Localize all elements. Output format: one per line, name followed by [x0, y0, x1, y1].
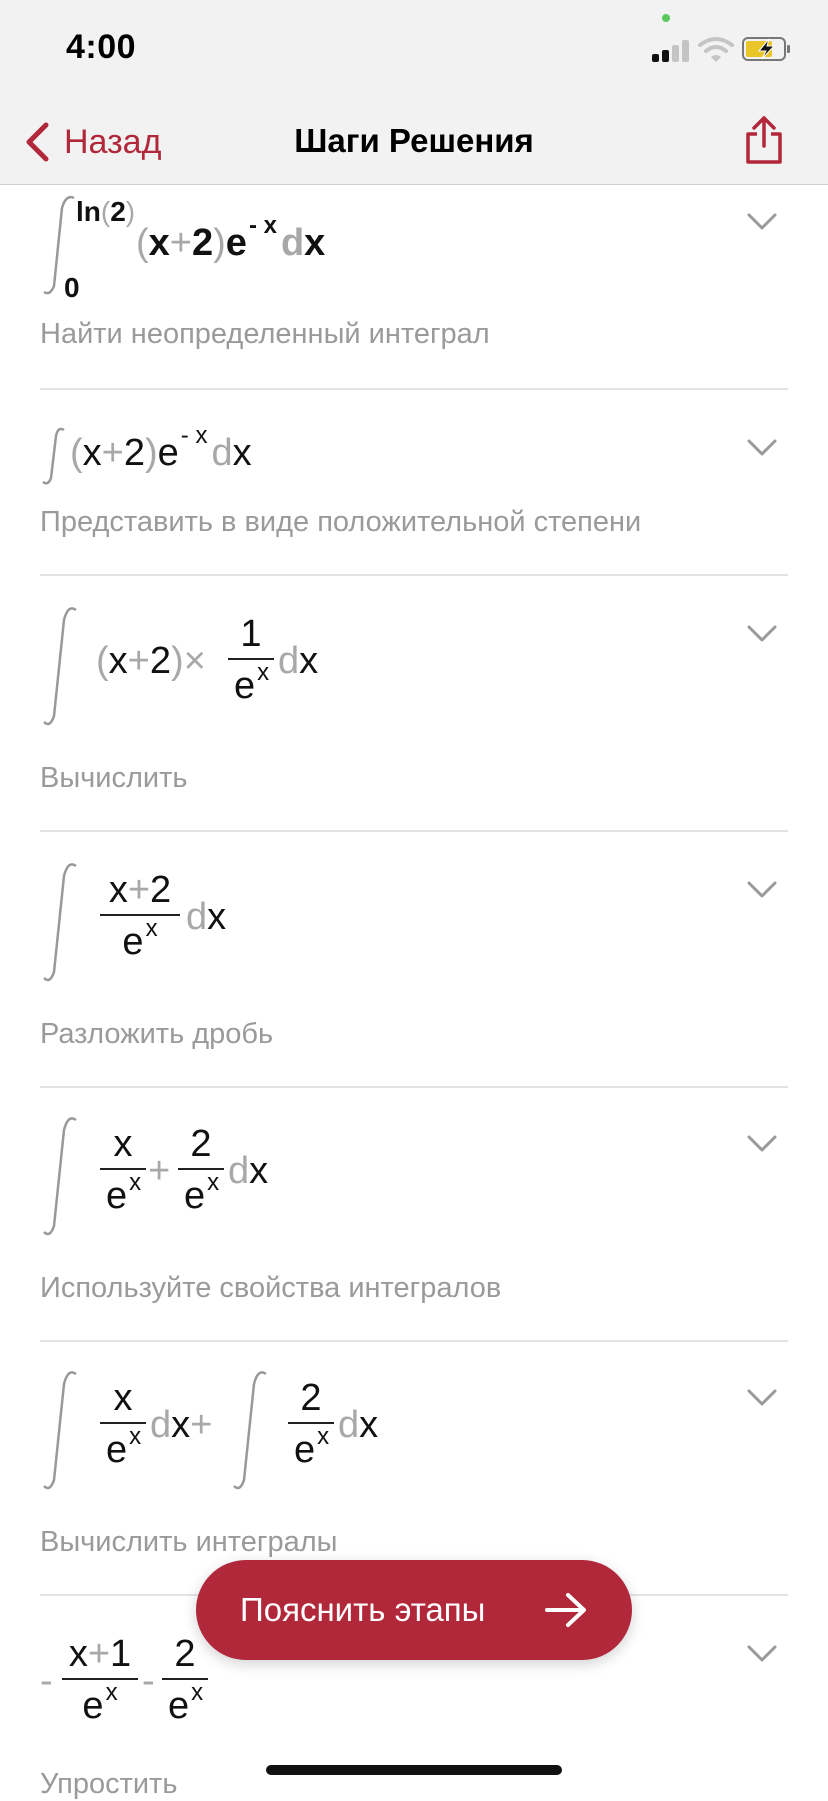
- explain-steps-label: Пояснить этапы: [240, 1591, 486, 1628]
- status-time: 4:00: [66, 28, 137, 66]
- step-7-caption: Упростить: [40, 1768, 178, 1800]
- step-4-caption: Разложить дробь: [40, 1018, 274, 1050]
- step-2-caption: Представить в виде положительной степени: [40, 506, 642, 538]
- solution-step-5[interactable]: [40, 1086, 788, 1342]
- step-2-formula: [40, 422, 440, 492]
- integrand: $(x+2)e^{- x}$ dx: [70, 422, 252, 474]
- integral-sign-icon: [40, 604, 80, 732]
- solution-step-4[interactable]: [40, 832, 788, 1088]
- step-1-formula: [40, 188, 400, 306]
- fraction: $\frac{2}{e^x}$: [288, 1374, 334, 1479]
- step-5-formula: $\frac{x}{e^x}$ + $\frac{2}{e^x}$ dx: [40, 1114, 440, 1244]
- integral-sign-icon: [40, 1368, 80, 1496]
- share-icon[interactable]: [742, 114, 786, 166]
- fraction: $\frac{2}{e^x}$: [162, 1630, 208, 1735]
- chevron-down-icon[interactable]: [746, 212, 778, 232]
- integral-sign-icon: [40, 426, 68, 488]
- arrow-right-icon: [544, 1592, 588, 1628]
- fraction: $\frac{2}{e^x}$: [178, 1120, 224, 1225]
- privacy-indicator-dot: [662, 14, 670, 22]
- battery-charging-icon: [742, 37, 792, 61]
- step-6-caption: Вычислить интегралы: [40, 1526, 338, 1558]
- chevron-down-icon[interactable]: [746, 624, 778, 644]
- explain-steps-button[interactable]: [196, 1560, 632, 1660]
- lower-limit: 0: [64, 272, 80, 303]
- step-6-formula: $\frac{x}{e^x}$ dx+ $\frac{2}{e^x}$ dx: [40, 1368, 460, 1498]
- cellular-signal-icon: [652, 38, 690, 62]
- integrand: $(x+2)e^{- x}$ dx: [136, 212, 326, 264]
- wifi-icon: [698, 36, 734, 64]
- step-5-caption: Используйте свойства интегралов: [40, 1272, 502, 1304]
- step-3-formula: (x+2)× $\frac{1}{e^x}$ dx: [40, 604, 440, 734]
- home-indicator[interactable]: [266, 1765, 562, 1775]
- integral-sign-icon: [230, 1368, 270, 1496]
- integral-sign-icon: [40, 1114, 80, 1242]
- navigation-bar: [0, 100, 828, 185]
- upper-limit: ln(2): [76, 196, 136, 227]
- solution-step-3[interactable]: [40, 576, 788, 832]
- fraction: $\frac{x+2}{e^x}$: [100, 866, 180, 971]
- fraction: $\frac{x+1}{e^x}$: [62, 1630, 138, 1735]
- solution-step-1[interactable]: [40, 186, 788, 390]
- chevron-down-icon[interactable]: [746, 438, 778, 458]
- solution-step-2[interactable]: [40, 390, 788, 576]
- step-1-caption: Найти неопределенный интеграл: [40, 318, 490, 350]
- status-bar: [0, 0, 828, 100]
- fraction: $\frac{x}{e^x}$: [100, 1374, 146, 1479]
- chevron-down-icon[interactable]: [746, 880, 778, 900]
- fraction: $\frac{x}{e^x}$: [100, 1120, 146, 1225]
- solution-step-6[interactable]: [40, 1340, 788, 1596]
- integral-sign-icon: [40, 860, 80, 988]
- chevron-down-icon[interactable]: [746, 1388, 778, 1408]
- page-title: Шаги Решения: [294, 122, 534, 159]
- chevron-down-icon[interactable]: [746, 1134, 778, 1154]
- fraction: $\frac{1}{e^x}$: [228, 610, 274, 715]
- chevron-down-icon[interactable]: [746, 1644, 778, 1664]
- back-label: Назад: [64, 122, 162, 161]
- step-4-formula: $\frac{x+2}{e^x}$ dx: [40, 860, 440, 990]
- step-3-caption: Вычислить: [40, 762, 188, 794]
- step-7-formula: - $\frac{x+1}{e^x}$ - $\frac{2}{e^x}$: [40, 1624, 340, 1754]
